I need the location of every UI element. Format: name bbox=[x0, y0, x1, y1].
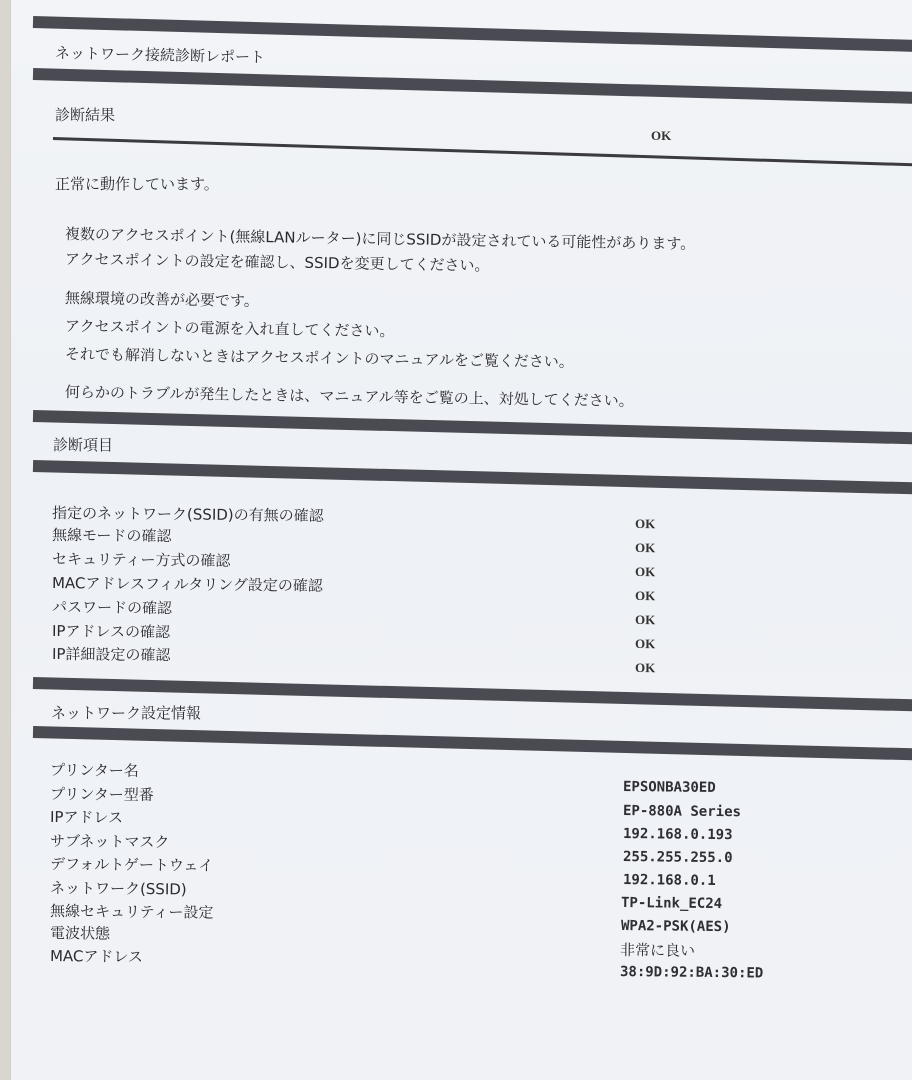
section-divider bbox=[33, 726, 912, 761]
network-info-value: EPSONBA30ED bbox=[622, 779, 716, 796]
check-heading: 診断項目 bbox=[53, 436, 114, 454]
check-item-label: セキュリティー方式の確認 bbox=[51, 550, 231, 570]
network-info-value: 192.168.0.193 bbox=[622, 826, 733, 844]
check-item-status: OK bbox=[634, 516, 656, 532]
result-status: OK bbox=[651, 128, 672, 143]
report-title: ネットワーク接続診断レポート bbox=[54, 44, 266, 67]
check-item-label: IPアドレスの確認 bbox=[51, 622, 171, 642]
check-item-label: 無線モードの確認 bbox=[51, 526, 172, 546]
check-item-label: パスワードの確認 bbox=[51, 598, 173, 618]
result-heading: 診断結果 bbox=[55, 106, 116, 124]
check-item-status: OK bbox=[634, 540, 656, 556]
network-info-value: TP-Link_EC24 bbox=[620, 895, 723, 913]
network-info-label: サブネットマスク bbox=[49, 832, 170, 852]
check-item-status: OK bbox=[634, 564, 656, 580]
result-message: 何らかのトラブルが発生したときは、マニュアル等をご覧の上、対処してください。 bbox=[64, 383, 634, 410]
check-item-status: OK bbox=[634, 636, 656, 652]
network-info-value: 192.168.0.1 bbox=[622, 872, 716, 889]
check-item-label: MACアドレスフィルタリング設定の確認 bbox=[51, 574, 323, 595]
network-info-label: MACアドレス bbox=[49, 947, 144, 966]
check-item-status: OK bbox=[634, 588, 656, 604]
network-info-label: プリンター型番 bbox=[49, 785, 154, 805]
result-message: アクセスポイントの設定を確認し、SSIDを変更してください。 bbox=[64, 250, 490, 275]
section-divider bbox=[33, 410, 912, 445]
section-divider bbox=[33, 68, 912, 104]
result-message: 複数のアクセスポイント(無線LANルーター)に同じSSIDが設定されている可能性があります。 bbox=[64, 225, 696, 253]
network-info-value: WPA2-PSK(AES) bbox=[620, 918, 731, 936]
check-item-label: 指定のネットワーク(SSID)の有無の確認 bbox=[51, 504, 324, 525]
check-item-label: IP詳細設定の確認 bbox=[51, 645, 171, 665]
network-info-label: IPアドレス bbox=[49, 808, 124, 827]
network-info-label: 無線セキュリティー設定 bbox=[49, 902, 214, 922]
network-heading: ネットワーク設定情報 bbox=[51, 704, 202, 722]
network-info-value: EP-880A Series bbox=[622, 803, 742, 821]
network-info-label: プリンター名 bbox=[49, 761, 139, 780]
network-info-value: 38:9D:92:BA:30:ED bbox=[619, 964, 764, 982]
network-info-value: 非常に良い bbox=[619, 941, 696, 960]
report-paper bbox=[10, 0, 912, 1080]
check-item-status: OK bbox=[634, 660, 656, 676]
network-info-label: デフォルトゲートウェイ bbox=[49, 855, 214, 875]
result-message: 無線環境の改善が必要です。 bbox=[64, 289, 259, 311]
network-info-label: ネットワーク(SSID) bbox=[49, 879, 187, 899]
network-info-label: 電波状態 bbox=[49, 924, 111, 943]
check-item-status: OK bbox=[634, 612, 656, 628]
result-divider bbox=[53, 137, 912, 167]
section-divider bbox=[33, 460, 912, 495]
result-message: アクセスポイントの電源を入れ直してください。 bbox=[64, 317, 395, 341]
result-message: 正常に動作しています。 bbox=[55, 175, 219, 193]
result-message: それでも解消しないときはアクセスポイントのマニュアルをご覧ください。 bbox=[64, 345, 575, 371]
network-info-value: 255.255.255.0 bbox=[622, 849, 733, 867]
